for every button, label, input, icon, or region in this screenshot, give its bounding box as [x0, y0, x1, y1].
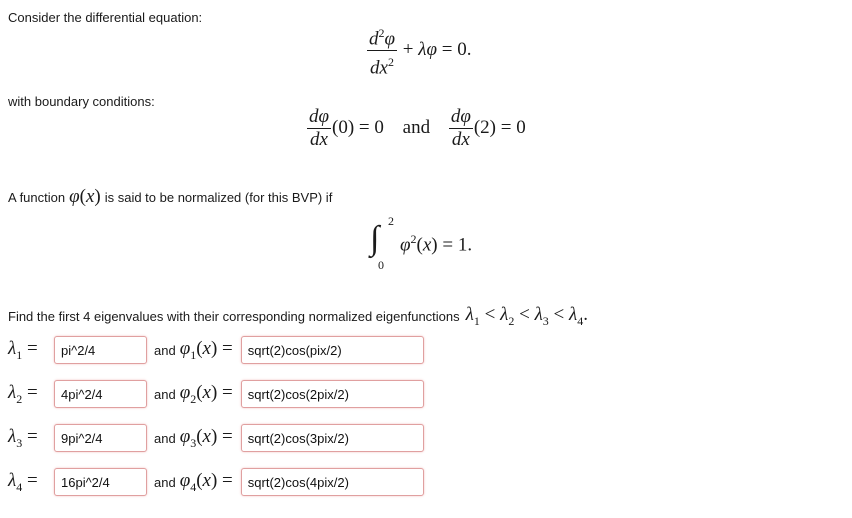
normalization-text-before: A function	[8, 189, 66, 205]
eigenvalue-ordering: $\lambda_1 < \lambda_2 < \lambda_3 < \lambda_4$.	[465, 304, 588, 328]
answer-row	[8, 336, 424, 364]
find-sentence	[8, 304, 588, 329]
lambda-3-input[interactable]	[54, 424, 147, 452]
normalization-sentence	[8, 186, 332, 208]
and-label: and	[154, 342, 176, 358]
answer-row	[8, 380, 424, 408]
boundary-conditions-equation: $\frac{d\varphi}{dx}$ (0) = 0 and $\frac{d\varphi}{dx}$ (2) = 0	[309, 106, 526, 150]
lambda-label: $\lambda_3$ =	[8, 425, 38, 450]
phi-label: $\varphi_4(x)$ =	[179, 469, 233, 494]
lambda-1-input[interactable]	[54, 336, 147, 364]
answer-row	[8, 468, 424, 496]
lambda-label: $\lambda_1$ =	[8, 337, 38, 362]
find-text: Find the first 4 eigenvalues with their corresponding normalized eigenfunctions	[8, 308, 460, 324]
integral-upper-limit: 2	[388, 214, 394, 228]
lambda-4-input[interactable]	[54, 468, 147, 496]
and-label: and	[154, 474, 176, 490]
intro-text: Consider the differential equation:	[8, 10, 203, 25]
phi-2-input[interactable]	[241, 380, 424, 408]
normalization-text-after: is said to be normalized (for this BVP) if	[104, 189, 333, 205]
lambda-2-input[interactable]	[54, 380, 147, 408]
boundary-conditions-label: with boundary conditions:	[8, 94, 155, 109]
phi-4-input[interactable]	[241, 468, 424, 496]
and-label: and	[154, 430, 176, 446]
phi-label: $\varphi_3(x)$ =	[179, 425, 233, 450]
answer-row	[8, 424, 424, 452]
normalization-integral: ∫ 2 0 $\varphi^2(x) = 1$.	[370, 214, 473, 272]
phi-3-input[interactable]	[241, 424, 424, 452]
ode-equation: $\frac{d^2\varphi}{dx^2}$ + λφ = 0.	[366, 22, 471, 80]
phi-of-x: φ(x)	[69, 186, 101, 207]
and-label: and	[154, 386, 176, 402]
lambda-label: $\lambda_2$ =	[8, 381, 38, 406]
lambda-label: $\lambda_4$ =	[8, 469, 38, 494]
integral-sign: ∫	[370, 220, 380, 257]
phi-label: $\varphi_1(x)$ =	[179, 337, 233, 362]
phi-label: $\varphi_2(x)$ =	[179, 381, 233, 406]
integral-lower-limit: 0	[378, 258, 384, 272]
phi-1-input[interactable]	[241, 336, 424, 364]
second-derivative-fraction: $\frac{d^2\varphi}{dx^2}$	[369, 26, 396, 79]
